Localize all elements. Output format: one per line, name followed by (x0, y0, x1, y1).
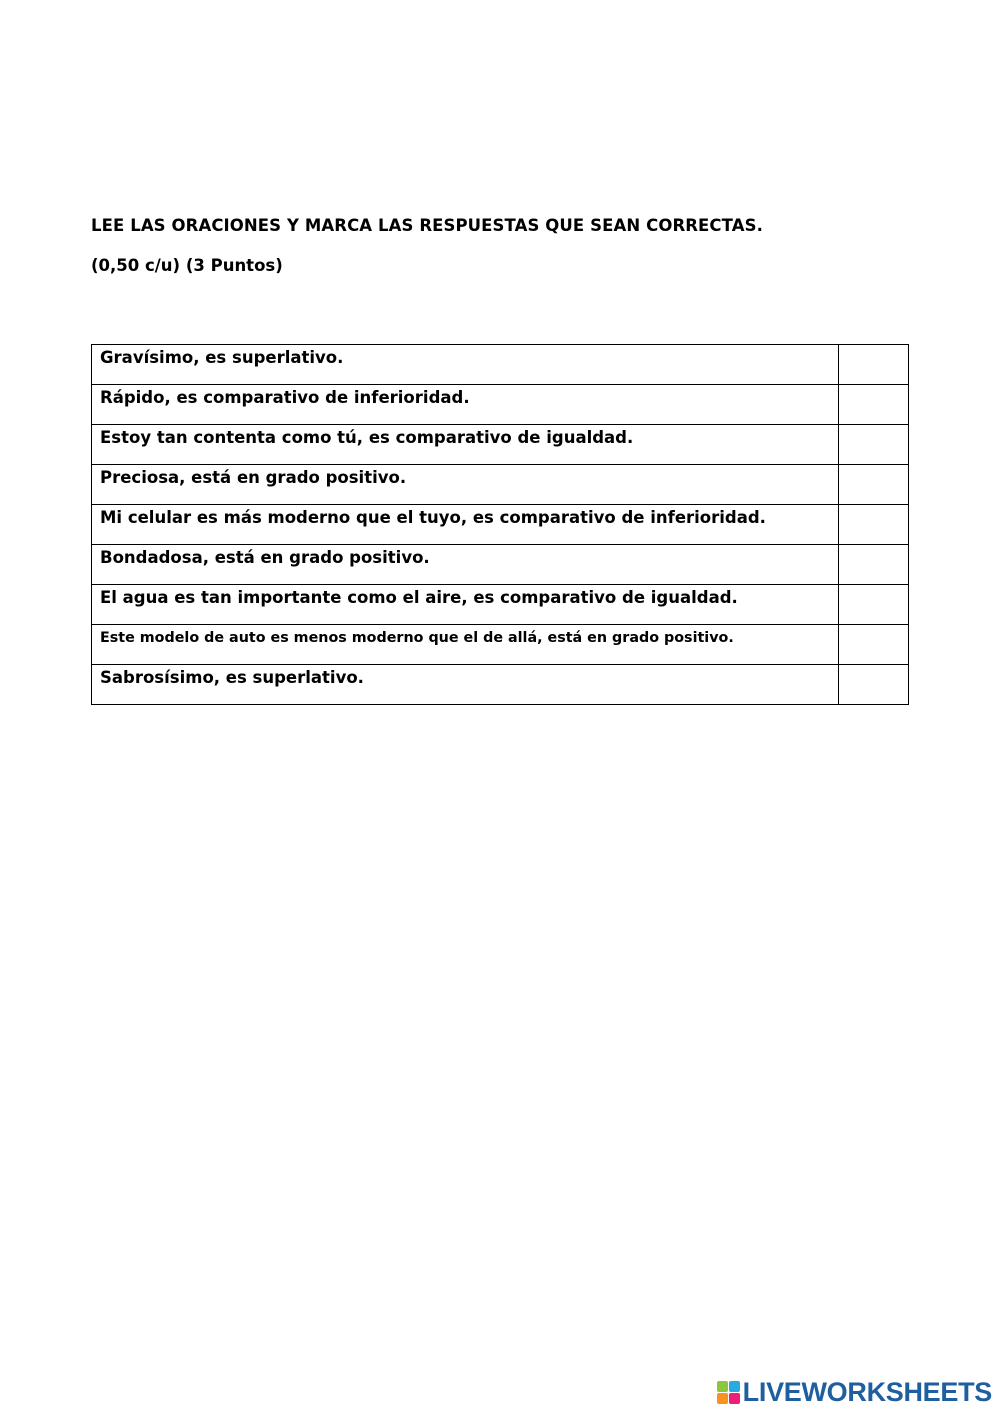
brand-name: LIVEWORKSHEETS (742, 1377, 992, 1407)
statement-text: Estoy tan contenta como tú, es comparativo de igualdad. (92, 425, 839, 465)
table-row (92, 625, 909, 665)
logo-square-v (717, 1393, 728, 1404)
table-row (92, 465, 909, 505)
table-row (92, 385, 909, 425)
points-note: (0,50 c/u) (3 Puntos) (91, 256, 283, 275)
statement-text: Mi celular es más moderno que el tuyo, es comparativo de inferioridad. (92, 505, 839, 545)
logo-square-e (729, 1393, 740, 1404)
table-row (92, 425, 909, 465)
statement-text: El agua es tan importante como el aire, es comparativo de igualdad. (92, 585, 839, 625)
statements-table (91, 344, 909, 705)
table-row (92, 665, 909, 705)
logo-square-l (717, 1381, 728, 1392)
answer-checkbox[interactable] (839, 345, 909, 385)
table-row (92, 505, 909, 545)
answer-checkbox[interactable] (839, 385, 909, 425)
statement-text: Bondadosa, está en grado positivo. (92, 545, 839, 585)
liveworksheets-logo-icon (717, 1381, 740, 1404)
statement-text: Sabrosísimo, es superlativo. (92, 665, 839, 705)
statement-text: Este modelo de auto es menos moderno que el de allá, está en grado positivo. (92, 625, 839, 665)
table-row (92, 545, 909, 585)
answer-checkbox[interactable] (839, 585, 909, 625)
answer-checkbox[interactable] (839, 625, 909, 665)
statement-text: Rápido, es comparativo de inferioridad. (92, 385, 839, 425)
instruction-heading: LEE LAS ORACIONES Y MARCA LAS RESPUESTAS QUE SEAN CORRECTAS. (91, 216, 763, 235)
statement-text: Gravísimo, es superlativo. (92, 345, 839, 385)
table-row (92, 345, 909, 385)
statement-text: Preciosa, está en grado positivo. (92, 465, 839, 505)
answer-checkbox[interactable] (839, 545, 909, 585)
answer-checkbox[interactable] (839, 465, 909, 505)
table-row (92, 585, 909, 625)
liveworksheets-brand[interactable] (717, 1379, 992, 1406)
answer-checkbox[interactable] (839, 505, 909, 545)
answer-checkbox[interactable] (839, 665, 909, 705)
logo-square-i (729, 1381, 740, 1392)
answer-checkbox[interactable] (839, 425, 909, 465)
